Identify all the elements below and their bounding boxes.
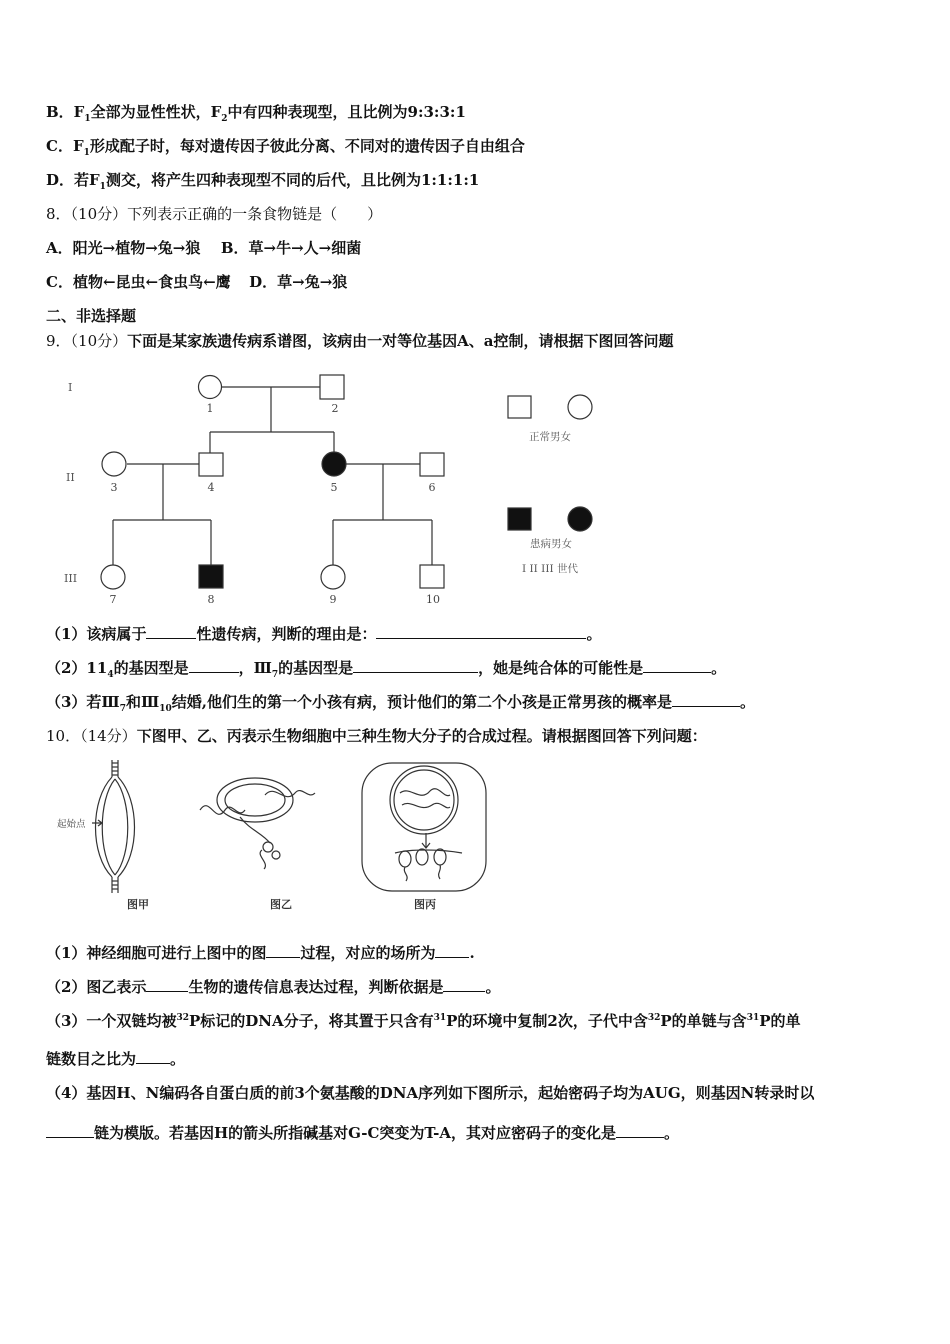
label-2: 2	[331, 402, 339, 415]
q10-part3: （3）一个双链均被$^{32}$P标记的DNA分子，将其置于只含有$^{31}$P的环境中复制2次，子代中含$^{32}$P的单链与含$^{31}$P的单	[46, 1012, 801, 1030]
label-8: 8	[207, 593, 215, 606]
figure-c-cell	[362, 763, 486, 891]
q9-part2: $(2)11_4$的基因型是 ，$Ⅲ_7$的基因型是 ，她是纯合体的可能性是 。	[46, 659, 727, 680]
legend-affected-male-icon	[508, 508, 531, 530]
answer-blank[interactable]	[146, 623, 196, 639]
q7-d-label: D．若F	[46, 171, 100, 189]
pedigree-chart	[0, 360, 640, 610]
q7-b-label: B．F	[46, 103, 85, 121]
q9-part3: （3）若$Ⅲ_7$和$Ⅲ_{10}$结婚,他们生的第一个小孩有病，预计他们的第二个小孩是正常男孩的概率是 。	[46, 693, 756, 714]
individual-i1	[199, 376, 222, 399]
answer-blank[interactable]	[353, 657, 478, 673]
q9-number: 9．（10分）	[46, 332, 128, 350]
label-5: 5	[330, 481, 338, 494]
q8-stem	[46, 204, 382, 224]
figure-a-caption: 图甲	[127, 898, 149, 911]
legend-normal-female-icon	[568, 395, 592, 419]
q10-stem-text: 下图甲、乙、丙表示生物细胞中三种生物大分子的合成过程。请根据图回答下列问题：	[136, 727, 707, 745]
q8-options-cd	[46, 272, 347, 292]
label-3: 3	[110, 481, 118, 494]
q7-c-label: C．F	[46, 137, 84, 155]
answer-blank[interactable]	[443, 976, 485, 992]
answer-blank[interactable]	[616, 1122, 664, 1138]
legend-normal-label: 正常男女	[529, 431, 571, 443]
answer-blank[interactable]	[46, 1122, 94, 1138]
section-heading: 二、非选择题	[46, 307, 137, 325]
q9-part1: （1）该病属于 性遗传病，判断的理由是： 。	[46, 625, 602, 643]
individual-iii9	[321, 565, 345, 589]
q10-number: 10．（14分）	[46, 727, 137, 745]
q7-option-c	[46, 136, 525, 156]
gen-label-iii: III	[64, 572, 78, 585]
answer-blank[interactable]	[266, 942, 300, 958]
individual-ii4	[199, 453, 223, 476]
q7-d-sub1: 1	[99, 182, 106, 192]
q7-d-text1: 测交，将产生四种表现型不同的后代，且比例为1:1:1:1	[105, 171, 480, 189]
q8-options-ab	[46, 238, 361, 258]
legend-normal-male-icon	[508, 396, 531, 418]
answer-blank[interactable]	[435, 942, 469, 958]
q7-option-b	[46, 102, 466, 122]
q10-part2: （2）图乙表示 生物的遗传信息表达过程，判断依据是 。	[46, 978, 501, 996]
q7-b-text2: 中有四种表现型，且比例为9:3:3:1	[227, 103, 466, 121]
q9-stem	[46, 331, 674, 351]
figure-b-expression	[200, 778, 315, 869]
answer-blank[interactable]	[189, 657, 239, 673]
legend-affected-label: 患病男女	[530, 538, 572, 550]
q10-part4-cont: 链为模版。若基因H的箭头所指碱基对G-C突变为T-A，其对应密码子的变化是 。	[46, 1122, 679, 1143]
synthesis-figures	[0, 755, 520, 920]
answer-blank[interactable]	[672, 691, 740, 707]
q10-part1: （1）神经细胞可进行上图中的图 过程，对应的场所为 .	[46, 944, 475, 962]
q8-option-c: C．植物←昆虫←食虫鸟←鹰	[46, 273, 231, 291]
individual-i2	[320, 375, 344, 399]
q9-stem-text: 下面是某家族遗传病系谱图，该病由一对等位基因A、a控制，请根据下图回答问题	[127, 332, 674, 350]
individual-iii7	[101, 565, 125, 589]
q7-c-text1: 形成配子时，每对遗传因子彼此分离、不同对的遗传因子自由组合	[89, 137, 525, 155]
q7-b-sub2: 2	[221, 114, 228, 124]
individual-ii5	[322, 452, 346, 476]
q7-b-text1: 全部为显性性状，F	[90, 103, 222, 121]
individual-ii3	[102, 452, 126, 476]
figure-a-replication	[92, 760, 135, 893]
answer-blank[interactable]	[136, 1048, 170, 1064]
q7-option-d	[46, 170, 479, 190]
q8-stem-text: 下列表示正确的一条食物链是（ ）	[127, 205, 383, 223]
individual-iii8	[199, 565, 223, 588]
q10-part3-cont: 链数目之比为 。	[46, 1050, 186, 1068]
q10-part4: （4）基因H、N编码各自蛋白质的前3个氨基酸的DNA序列如下图所示，起始密码子均为AUG，则基因N转录时以	[46, 1084, 815, 1102]
q7-b-sub1: 1	[84, 114, 91, 124]
legend-generation-label: I II III 世代	[522, 563, 578, 575]
gen-label-ii: II	[66, 471, 75, 484]
q8-option-d: D．草→兔→狼	[249, 273, 348, 291]
answer-blank[interactable]	[643, 657, 711, 673]
legend-affected-female-icon	[568, 507, 592, 531]
q8-option-b: B．草→牛→人→细菌	[220, 239, 362, 257]
individual-ii6	[420, 453, 444, 476]
figure-c-caption: 图丙	[414, 898, 436, 911]
q8-number: 8．（10分）	[46, 205, 128, 223]
q10-stem	[46, 726, 707, 746]
label-7: 7	[109, 593, 117, 606]
label-10: 10	[426, 593, 440, 606]
answer-blank[interactable]	[376, 623, 586, 639]
label-6: 6	[428, 481, 436, 494]
answer-blank[interactable]	[146, 976, 188, 992]
q7-c-sub1: 1	[83, 148, 90, 158]
individual-iii10	[420, 565, 444, 588]
label-1: 1	[206, 402, 214, 415]
figure-a-start-label: 起始点	[57, 819, 86, 830]
q8-option-a: A．阳光→植物→兔→狼	[46, 239, 201, 257]
label-4: 4	[207, 481, 215, 494]
gen-label-i: I	[68, 381, 73, 394]
label-9: 9	[329, 593, 337, 606]
figure-b-caption: 图乙	[270, 898, 292, 911]
